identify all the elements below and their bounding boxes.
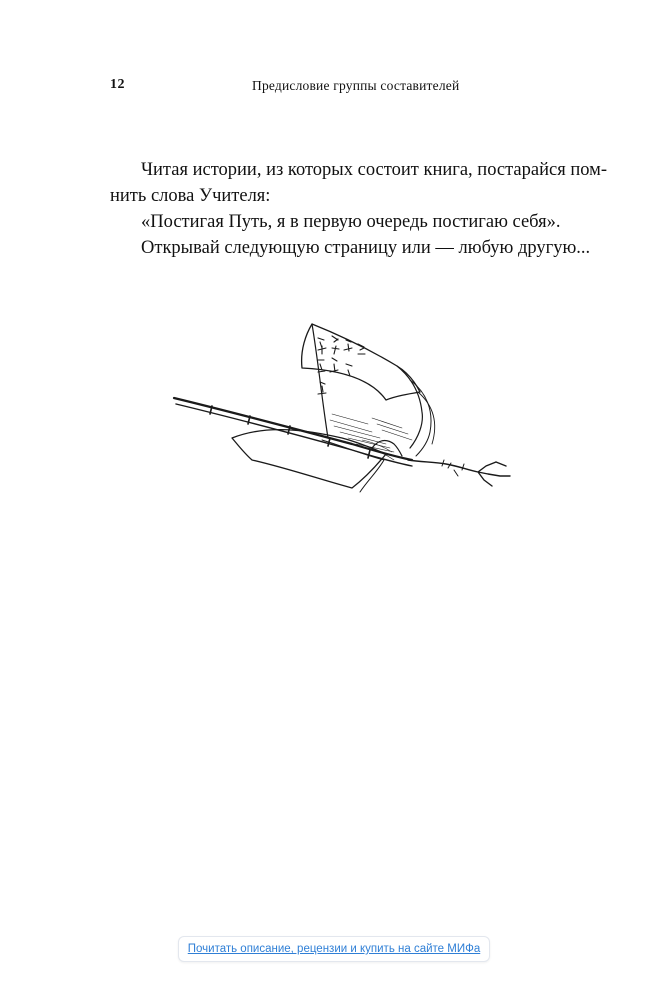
quote-line: «Постигая Путь, я в первую очередь постигаю себя».	[141, 212, 561, 232]
buy-on-mif-link[interactable]: Почитать описание, рецензии и купить на сайте МИФа	[178, 936, 490, 962]
body-text	[110, 157, 608, 261]
page-number: 12	[110, 77, 125, 92]
scroll-and-brush-illustration	[172, 320, 524, 496]
paragraph-line: Читая истории, из которых состоит книга, постарайся пом-	[141, 160, 608, 180]
paragraph-line: нить слова Учителя:	[110, 186, 271, 206]
running-title: Предисловие группы составителей	[252, 78, 460, 93]
paragraph-line: Открывай следующую страницу или — любую другую...	[141, 238, 591, 258]
